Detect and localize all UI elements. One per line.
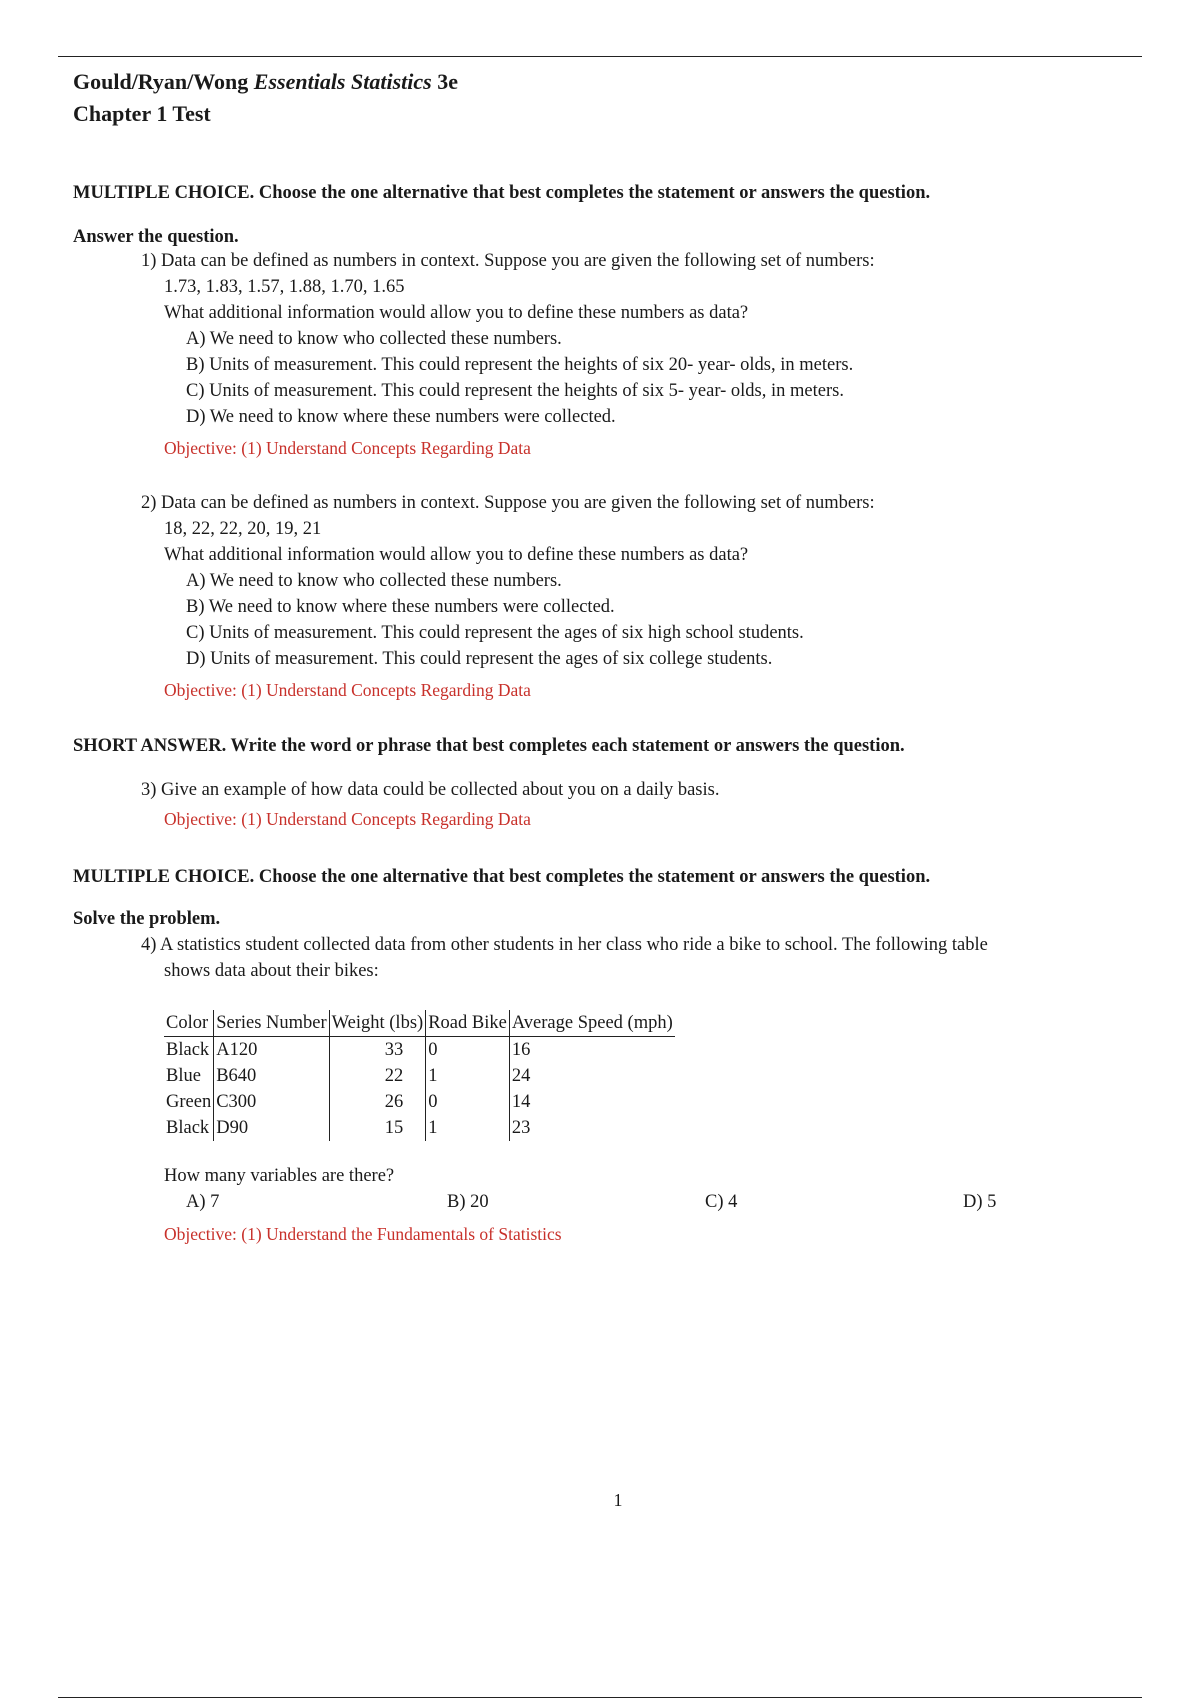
q2-prompt: What additional information would allow you to define these numbers as data? [164,545,749,565]
q4-prompt: How many variables are there? [164,1166,395,1186]
section-heading-sa: SHORT ANSWER. Write the word or phrase that best completes each statement or answers the question. [73,736,905,756]
q1-choice-d[interactable]: D) We need to know where these numbers were collected. [186,407,616,427]
col-header-color: Color [164,1010,214,1037]
q1-prompt: What additional information would allow you to define these numbers as data? [164,303,749,323]
authors: Gould/Ryan/Wong [73,69,249,94]
cell-weight: 33 [329,1037,426,1064]
book-title-line [73,66,458,98]
q4-choice-a[interactable]: A) 7 [186,1192,220,1212]
table-header-row [164,1010,675,1037]
cell-series-number: A120 [214,1037,329,1064]
edition: 3e [437,69,458,94]
chapter-title: Chapter 1 Test [73,101,211,126]
cell-road-bike: 1 [426,1063,510,1089]
cell-average-speed: 14 [509,1089,674,1115]
section-sub-mc2: Solve the problem. [73,909,221,929]
q2-choice-b[interactable]: B) We need to know where these numbers were collected. [186,597,615,617]
table-row [164,1063,675,1089]
q4-stem: 4) A statistics student collected data from other students in her class who ride a bike to school. The following table [141,935,988,955]
q4-objective: Objective: (1) Understand the Fundamentals of Statistics [164,1224,562,1244]
cell-series-number: B640 [214,1063,329,1089]
cell-average-speed: 23 [509,1115,674,1141]
cell-color: Green [166,1092,212,1112]
q3-objective: Objective: (1) Understand Concepts Regarding Data [164,809,531,829]
q2-stem: 2) Data can be defined as numbers in context. Suppose you are given the following set of numbers: [141,493,875,513]
q4-stem-continued: shows data about their bikes: [164,961,379,981]
q2-numbers: 18, 22, 22, 20, 19, 21 [164,519,322,539]
q1-choice-b[interactable]: B) Units of measurement. This could represent the heights of six 20- year- olds, in meters. [186,355,854,375]
cell-weight: 26 [329,1089,426,1115]
q4-choice-d[interactable]: D) 5 [963,1192,997,1212]
q4-choice-c[interactable]: C) 4 [705,1192,738,1212]
q4-choice-b[interactable]: B) 20 [447,1192,489,1212]
q2-choice-a[interactable]: A) We need to know who collected these numbers. [186,571,562,591]
bike-data-table [164,1010,675,1141]
cell-road-bike: 0 [426,1037,510,1064]
q2-choice-c[interactable]: C) Units of measurement. This could represent the ages of six high school students. [186,623,804,643]
cell-series-number: D90 [214,1115,329,1141]
cell-weight: 15 [329,1115,426,1141]
page-number: 1 [613,1490,623,1510]
cell-color: Black [166,1118,210,1138]
section-heading-mc1: MULTIPLE CHOICE. Choose the one alternative that best completes the statement or answers the question. [73,183,931,203]
cell-average-speed: 24 [509,1063,674,1089]
q1-objective: Objective: (1) Understand Concepts Regarding Data [164,438,531,458]
cell-road-bike: 1 [426,1115,510,1141]
bottom-rule [58,1697,1142,1698]
section-sub-mc1: Answer the question. [73,227,239,247]
document-header [73,66,458,130]
cell-weight: 22 [329,1063,426,1089]
cell-color: Black [166,1040,210,1060]
col-header-series-number: Series Number [214,1010,329,1037]
cell-series-number: C300 [214,1089,329,1115]
section-heading-mc2: MULTIPLE CHOICE. Choose the one alternative that best completes the statement or answers the question. [73,867,931,887]
table-row [164,1115,675,1141]
table-row [164,1037,675,1064]
q1-choice-c[interactable]: C) Units of measurement. This could represent the heights of six 5- year- olds, in meters. [186,381,844,401]
q2-objective: Objective: (1) Understand Concepts Regarding Data [164,680,531,700]
q2-choice-d[interactable]: D) Units of measurement. This could represent the ages of six college students. [186,649,773,669]
top-rule [58,56,1142,57]
col-header-average-speed: Average Speed (mph) [509,1010,674,1037]
col-header-weight: Weight (lbs) [329,1010,426,1037]
q1-numbers: 1.73, 1.83, 1.57, 1.88, 1.70, 1.65 [164,277,405,297]
cell-color: Blue [166,1066,201,1086]
q1-stem: 1) Data can be defined as numbers in context. Suppose you are given the following set of numbers: [141,251,875,271]
q1-choice-a[interactable]: A) We need to know who collected these numbers. [186,329,562,349]
q3-stem: 3) Give an example of how data could be collected about you on a daily basis. [141,780,720,800]
book-title: Essentials Statistics [253,69,432,94]
cell-road-bike: 0 [426,1089,510,1115]
table-row [164,1089,675,1115]
col-header-road-bike: Road Bike [426,1010,510,1037]
cell-average-speed: 16 [509,1037,674,1064]
